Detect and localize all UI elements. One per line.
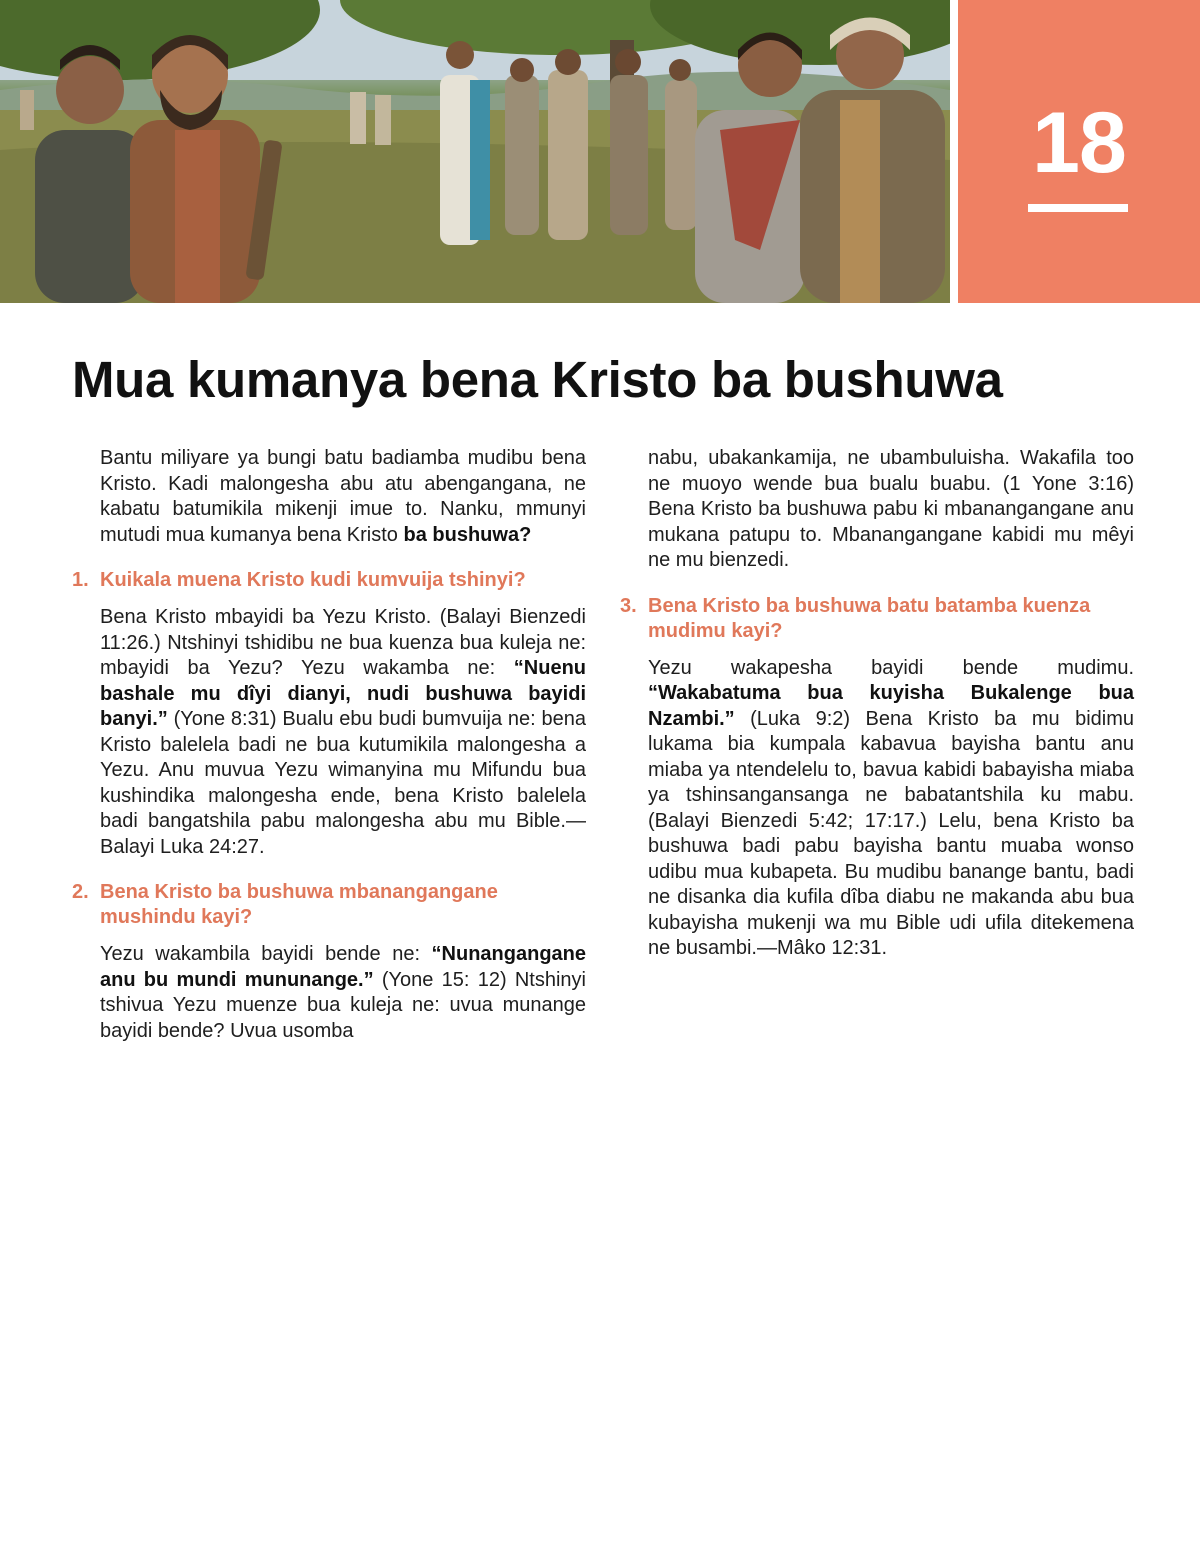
answer-3-quote: “Wakabatuma bua kuyisha Bukalenge bua Nzambi.”: [648, 682, 1134, 730]
question-2-text: Bena Kristo ba bushuwa mbanangangane mushindu kayi?: [100, 881, 498, 928]
hero-scene: [0, 0, 950, 303]
badge-underline: [1028, 204, 1128, 212]
answer-1-part2: (Yone 8:31) Bualu ebu budi bumvuija ne: bena Kristo balelela badi ne bua kutumikila malongesha a Yezu. Anu muvua Yezu wimanyina mu Mifundu bua kushindika malongesha ende, bena Kristo balelela badi bangatshila pabu malongesha abu mu Bible.—Balayi Luka 24:27.: [100, 708, 586, 858]
intro-text: Bantu miliyare ya bungi batu badiamba mudibu bena Kristo. Kadi malongesha abu atu abengangana, ne kabatu batumikila mikenji imue to. Nanku, mmunyi mutudi mua kumanya bena Kristo: [100, 447, 586, 546]
intro-bold: ba bushuwa?: [403, 523, 532, 546]
answer-2-quote: “Nunangangane anu bu mundi mununange.”: [100, 943, 586, 991]
question-1: [72, 568, 586, 593]
lesson-number-badge: [958, 0, 1200, 303]
question-3-number: 3.: [620, 594, 637, 617]
answer-2-part2: (Yone 15: 12) Ntshinyi tshivua Yezu muenze bua kuleja ne: uvua munange bayidi bende? Uvua usomba: [100, 968, 586, 1042]
question-3-text: Bena Kristo ba bushuwa batu batamba kuenza mudimu kayi?: [648, 594, 1091, 642]
question-1-number: 1.: [72, 569, 89, 591]
page-title: Mua kumanya bena Kristo ba bushuwa: [72, 351, 1003, 408]
question-3: [620, 594, 1134, 644]
answer-2-continued: nabu, ubakankamija, ne ubambuluisha. Wakafila too ne muoyo wende bua bualu buabu. (1 Yone 3:16) Bena Kristo ba bushuwa pabu ki mbanangangane anu mukana patupu to. Mbanangangane kabidi mu mêyi ne mu bienzedi.: [648, 447, 1134, 571]
answer-2-part1: Yezu wakambila bayidi bende ne:: [100, 943, 432, 965]
question-2: [72, 880, 586, 930]
answer-3-paragraph: [648, 656, 1134, 962]
intro-paragraph: [100, 446, 586, 548]
lesson-number: 18: [1032, 95, 1126, 191]
answer-1-paragraph: [100, 605, 586, 860]
hero-illustration: [0, 0, 950, 303]
left-column: [72, 446, 586, 1044]
answer-1-part1: Bena Kristo mbayidi ba Yezu Kristo. (Balayi Bienzedi 11:26.) Ntshinyi tshidibu ne bua kuenza bua kuleja ne: mbayidi ba Yezu? Yezu wakamba ne:: [100, 606, 586, 679]
answer-2-paragraph: [100, 942, 586, 1044]
question-2-number: 2.: [72, 881, 89, 903]
question-1-text: Kuikala muena Kristo kudi kumvuija tshinyi?: [100, 569, 526, 591]
answer-1-quote: “Nuenu bashale mu dîyi dianyi, nudi bushuwa bayidi banyi.”: [100, 657, 586, 730]
answer-3-part2: (Luka 9:2) Bena Kristo ba mu bidimu lukama bia kumpala kabavua bayisha bantu anu miaba ya ntendelelu to, bavua kabidi babayisha miaba ya tshinsangansanga ne babatantshila ku mabu. (Balayi Bienzedi 5:42; 17:17.) Lelu, bena Kristo ba bushuwa badi pabu bayisha bantu muaba wonso udibu mua kubapeta. Bu mudibu banange bantu, badi ne disanka dia kufila dîba diabu ne makanda abu bua kubayisha mukenji wa mu Bible udi ufila ditekemena ne busambi.—Mâko 12:31.: [648, 707, 1134, 959]
answer-3-part1: Yezu wakapesha bayidi bende mudimu.: [648, 656, 1134, 679]
right-column: [620, 446, 1134, 962]
